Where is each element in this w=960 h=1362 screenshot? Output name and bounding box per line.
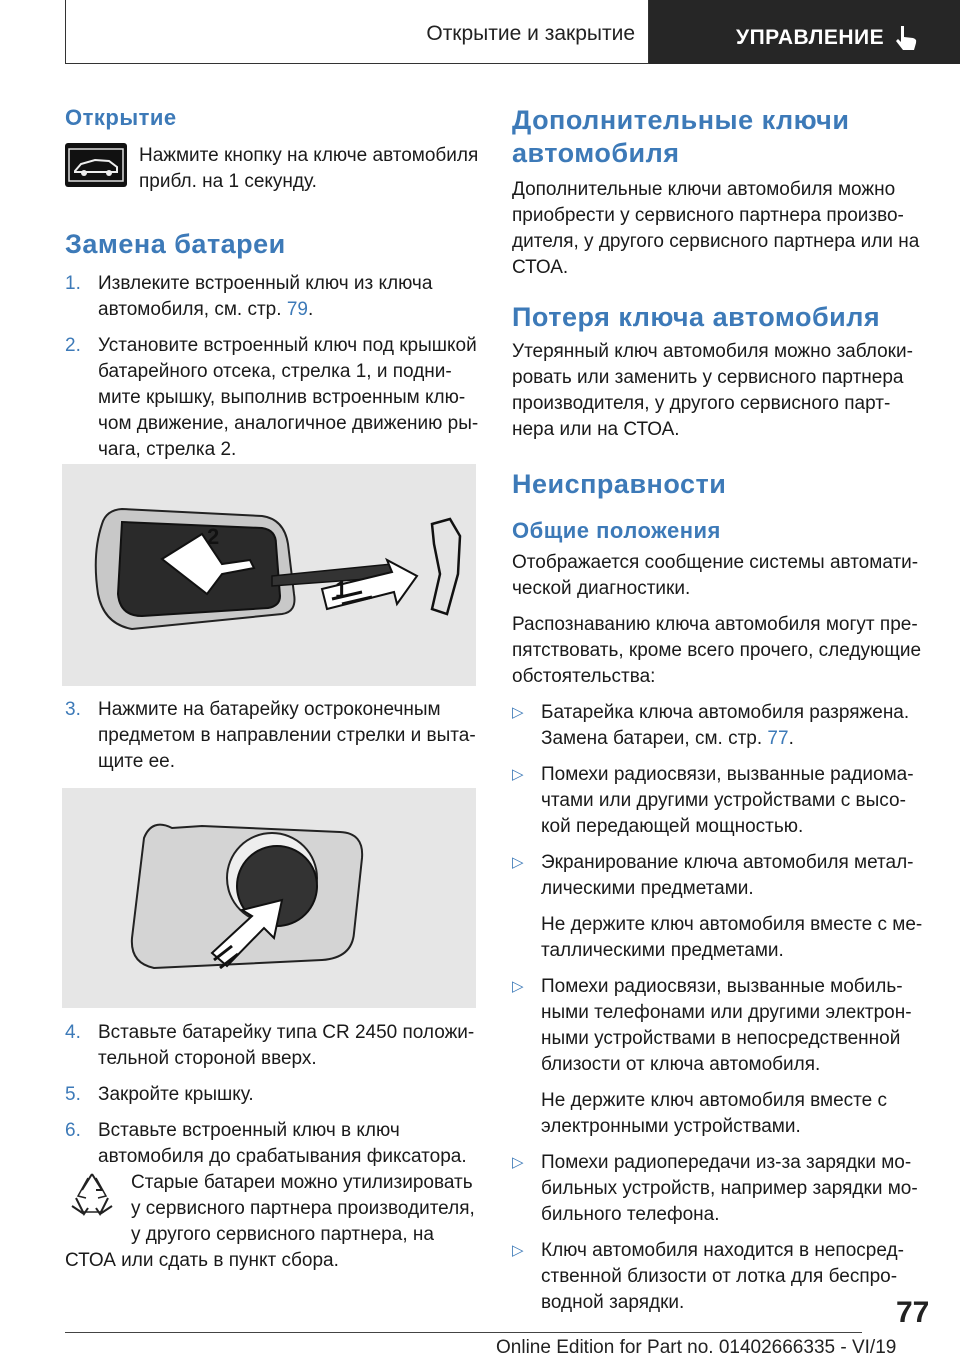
footer-divider — [65, 1332, 862, 1333]
step-item — [65, 697, 481, 775]
extra-keys-heading — [512, 104, 932, 170]
step-line: Извлеките встроенный ключ из ключа — [98, 273, 433, 294]
item-line: бильного телефона. — [541, 1204, 720, 1225]
item-line-tail: . — [788, 728, 794, 749]
figure-open-battery-cover — [62, 464, 476, 686]
note-line: у сервисного партнера производителя, — [131, 1198, 475, 1219]
step-number: 5. — [65, 1084, 81, 1105]
general-heading: Общие положения — [512, 518, 721, 543]
step-number: 4. — [65, 1022, 81, 1043]
step-line: Вставьте батарейку типа CR 2450 положи- — [98, 1022, 475, 1043]
item-line: ственной близости от лотка для беспро- — [541, 1266, 898, 1287]
step-item — [65, 1020, 481, 1072]
step-line: тельной стороной вверх. — [98, 1048, 317, 1069]
step-line: батарейного отсека, стрелка 1, и подни- — [98, 361, 452, 382]
header-section-title: Открытие и закрытие — [426, 22, 635, 45]
step-item — [65, 271, 481, 323]
step-line: чом движение, аналогичное движению ры- — [98, 413, 479, 434]
step-line: автомобиля до срабатывания фиксатора. — [98, 1146, 467, 1167]
extra-keys-text — [512, 177, 932, 281]
text-line: производителя, у другого сервисного парт- — [512, 393, 891, 414]
item-line: кой передающей мощностью. — [541, 816, 804, 837]
step-3 — [65, 697, 481, 775]
step-number: 2. — [65, 335, 81, 356]
step-line: Вставьте встроенный ключ в ключ — [98, 1120, 400, 1141]
step-line: автомобиля, см. стр. — [98, 299, 287, 320]
step-line: Закройте крышку. — [98, 1084, 254, 1105]
recycle-icon — [66, 1168, 118, 1220]
battery-section — [65, 228, 481, 261]
item-line: Помехи радиопередачи из-за зарядки мо- — [541, 1152, 912, 1173]
item-line: Ключ автомобиля находится в непосред- — [541, 1240, 904, 1261]
list-item — [512, 974, 932, 1140]
lost-key-text — [512, 339, 932, 443]
step-line: предметом в направлении стрелки и выта- — [98, 725, 476, 746]
hand-pointer-icon — [893, 24, 919, 52]
note-line: Старые батареи можно утилизировать — [131, 1172, 473, 1193]
steps-1-2 — [65, 271, 481, 463]
step-line: мите крышку, выполнив встроенным клю- — [98, 387, 466, 408]
item-line: Экранирование ключа автомобиля метал- — [541, 852, 914, 873]
text-line: дителя, у другого сервисного партнера или на — [512, 231, 920, 252]
item-line: Помехи радиосвязи, вызванные радиома- — [541, 764, 914, 785]
item-line: близости от ключа автомобиля. — [541, 1054, 821, 1075]
bullet-triangle-icon: ▷ — [512, 766, 524, 783]
step-line: Установите встроенный ключ под крышкой — [98, 335, 477, 356]
item-line: ными телефонами или другими электрон- — [541, 1002, 912, 1023]
text-line: обстоятельства: — [512, 666, 656, 687]
item-line: Помехи радиосвязи, вызванные мобиль- — [541, 976, 903, 997]
step-line: Нажмите на батарейку остроконечным — [98, 699, 441, 720]
item-line: лическими предметами. — [541, 878, 754, 899]
right-column — [512, 104, 932, 1316]
step-line-tail: . — [307, 299, 314, 320]
figure-remove-battery — [62, 788, 476, 1008]
step-item — [65, 333, 481, 463]
list-item — [512, 700, 932, 752]
step-item — [65, 1118, 481, 1170]
text-line: ческой диагностики. — [512, 578, 691, 599]
text-line: СТОА. — [512, 257, 569, 278]
step-line: щите ее. — [98, 751, 175, 772]
left-column — [65, 104, 481, 132]
text-line: Утерянный ключ автомобиля можно заблоки- — [512, 341, 913, 362]
item-note-line: Не держите ключ автомобиля вместе с — [541, 1090, 887, 1111]
fault-list — [512, 700, 932, 1316]
step-item — [65, 1082, 481, 1108]
list-item — [512, 1150, 932, 1228]
page-link[interactable]: 79 — [286, 299, 308, 320]
key-fob-illustration — [62, 464, 476, 686]
page-number: 77 — [896, 1296, 930, 1329]
item-line: бильных устройств, например зарядки мо- — [541, 1178, 918, 1199]
edition-note: Online Edition for Part no. 01402666335 - VI/19 — [496, 1337, 897, 1358]
bullet-triangle-icon: ▷ — [512, 854, 524, 871]
lost-key-heading: Потеря ключа автомобиля — [512, 302, 881, 332]
item-note-line: электронными устройствами. — [541, 1116, 801, 1137]
item-note-line: таллическими предметами. — [541, 940, 784, 961]
opening-text — [139, 143, 481, 195]
steps-4-6 — [65, 1020, 481, 1170]
battery-heading: Замена батареи — [65, 229, 286, 259]
text-line: Дополнительные ключи автомобиля можно — [512, 179, 896, 200]
item-note-line: Не держите ключ автомобиля вместе с ме- — [541, 914, 923, 935]
arrow-label-1: 1 — [335, 577, 348, 602]
opening-heading: Открытие — [65, 105, 177, 130]
text-line: ровать или заменить у сервисного партнера — [512, 367, 904, 388]
step-line: чага, стрелка 2. — [98, 439, 237, 460]
opening-text-line: Нажмите кнопку на ключе автомобиля — [139, 145, 479, 166]
item-line: чтами или другими устройствами с высо- — [541, 790, 906, 811]
page-link[interactable]: 77 — [767, 728, 789, 749]
opening-text-line: прибл. на 1 секунду. — [139, 171, 317, 192]
text-line: Распознаванию ключа автомобиля могут пре- — [512, 614, 918, 635]
item-line: водной зарядки. — [541, 1292, 685, 1313]
step-number: 6. — [65, 1120, 81, 1141]
text-line: приобрести у сервисного партнера произво- — [512, 205, 904, 226]
text-line: Отображается сообщение системы автомати- — [512, 552, 919, 573]
battery-illustration — [62, 788, 476, 1008]
item-line: Замена батареи, см. стр. — [541, 728, 768, 749]
note-line: СТОА или сдать в пункт сбора. — [65, 1250, 339, 1271]
general-text-2 — [512, 612, 932, 690]
arrow-label-2: 2 — [207, 524, 220, 549]
list-item — [512, 850, 932, 964]
general-text-1 — [512, 550, 932, 602]
step-number: 3. — [65, 699, 81, 720]
bullet-triangle-icon: ▷ — [512, 1242, 524, 1259]
heading-line: Дополнительные ключи — [512, 105, 850, 135]
list-item — [512, 762, 932, 840]
text-line: пятствовать, кроме всего прочего, следующие — [512, 640, 922, 661]
step-number: 1. — [65, 273, 81, 294]
car-trunk-key-icon — [65, 143, 127, 187]
list-item — [512, 1238, 932, 1316]
item-line: ными устройствами в непосредственной — [541, 1028, 901, 1049]
item-line: Батарейка ключа автомобиля разряжена. — [541, 702, 910, 723]
header-chapter-title: УПРАВЛЕНИЕ — [736, 26, 885, 49]
bullet-triangle-icon: ▷ — [512, 1154, 524, 1171]
recycle-note-last — [65, 1248, 481, 1274]
bullet-triangle-icon: ▷ — [512, 978, 524, 995]
recycle-note — [131, 1170, 481, 1248]
faults-heading: Неисправности — [512, 469, 727, 499]
bullet-triangle-icon: ▷ — [512, 704, 524, 721]
note-line: у другого сервисного партнера, на — [131, 1224, 434, 1245]
heading-line: автомобиля — [512, 138, 680, 168]
text-line: нера или на СТОА. — [512, 419, 680, 440]
